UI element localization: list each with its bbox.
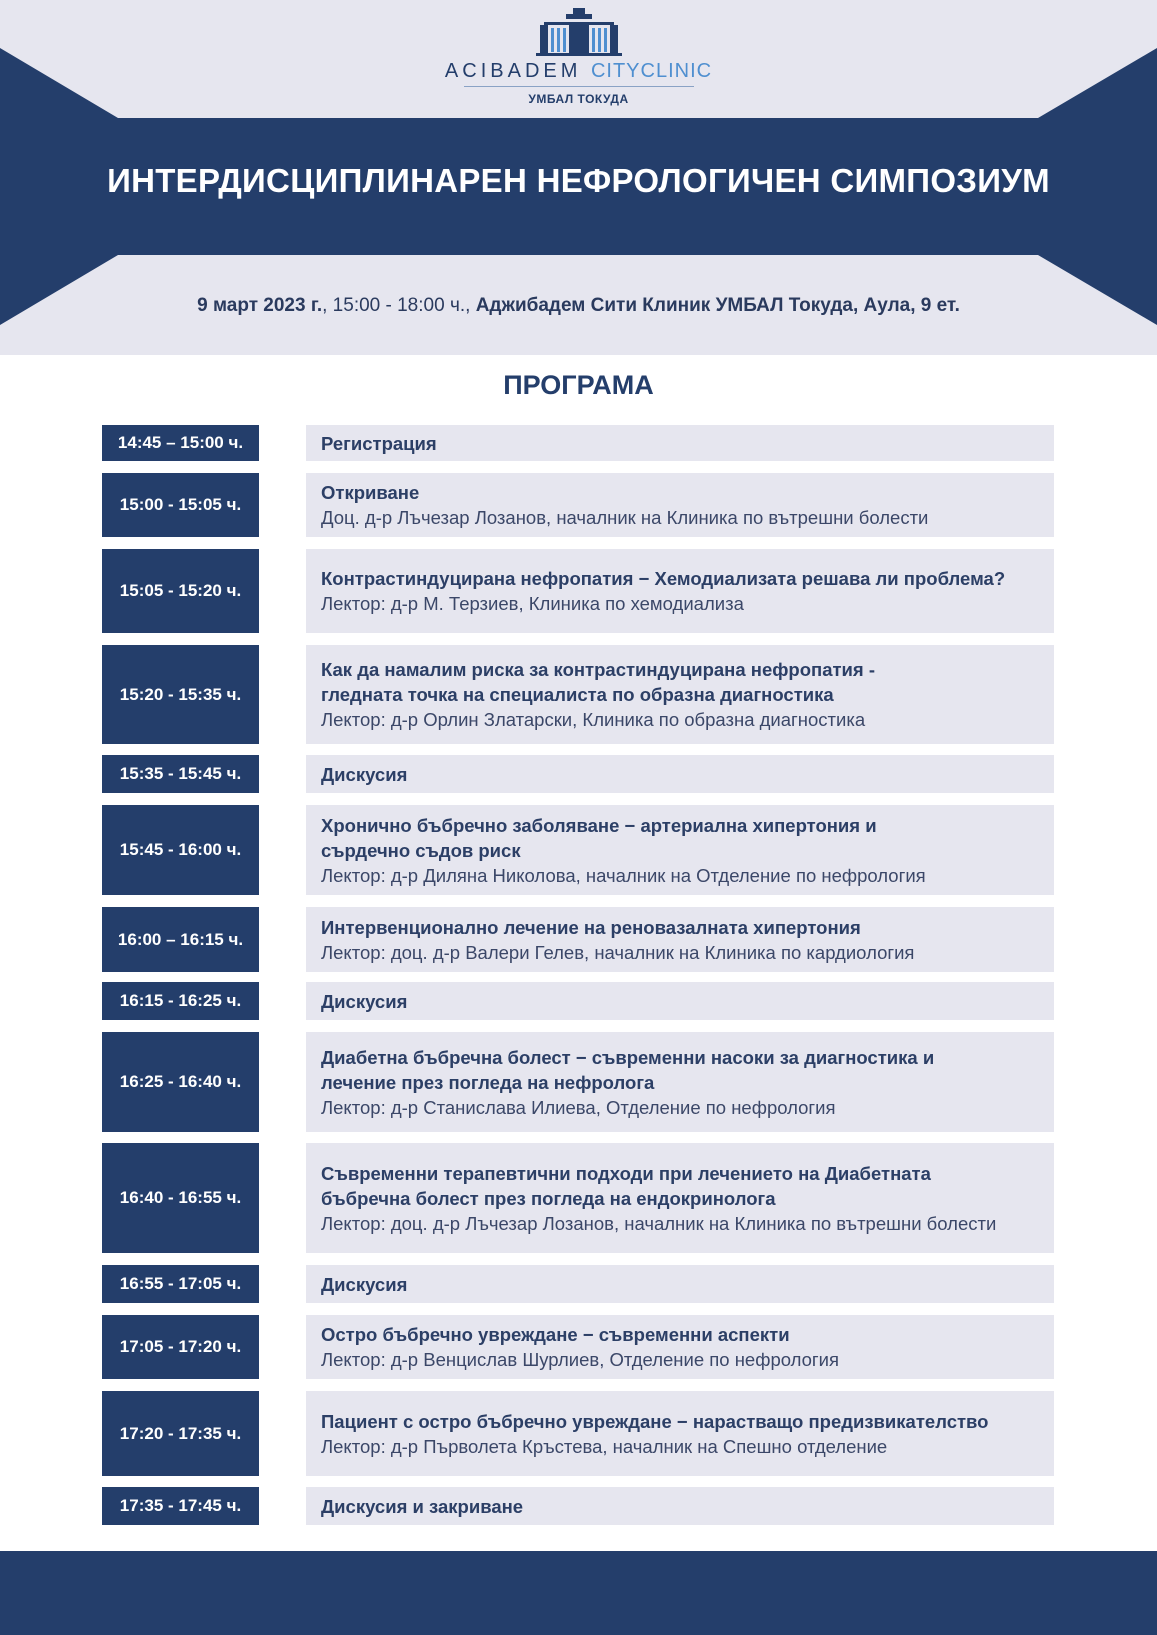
session-details <box>306 473 1054 537</box>
session-time: 15:05 - 15:20 ч. <box>102 549 259 633</box>
program-row <box>102 982 1054 1020</box>
program-row <box>102 907 1054 972</box>
session-title: бъбречна болест през погледа на ендокринолога <box>321 1187 776 1209</box>
logo <box>0 6 1157 106</box>
program-row <box>102 1143 1054 1253</box>
session-time: 15:45 - 16:00 ч. <box>102 805 259 895</box>
session-title: сърдечно съдов риск <box>321 839 521 861</box>
brand-accent: CITYCLINIC <box>590 60 713 82</box>
session-title: Откриване <box>321 482 420 503</box>
session-lecturer: Лектор: д-р Диляна Николова, началник на Отделение по нефрология <box>321 864 926 886</box>
program-row <box>102 549 1054 633</box>
session-details <box>306 982 1054 1020</box>
session-time: 17:35 - 17:45 ч. <box>102 1487 259 1525</box>
session-time: 15:20 - 15:35 ч. <box>102 645 259 744</box>
session-title: Регистрация <box>321 432 437 454</box>
program-row <box>102 755 1054 793</box>
program-row <box>102 645 1054 744</box>
session-details <box>306 645 1054 744</box>
session-lecturer: Лектор: д-р Венцислав Шурлиев, Отделение по нефрология <box>321 1349 840 1370</box>
session-details <box>306 805 1054 895</box>
session-details <box>306 425 1054 461</box>
event-time: , 15:00 - 18:00 ч., <box>322 295 476 316</box>
session-title: Диабетна бъбречна болест − съвременни насоки за диагностика и <box>321 1046 935 1068</box>
hospital-building-icon <box>536 6 622 56</box>
session-title: Остро бъбречно увреждане − съвременни аспекти <box>321 1324 790 1345</box>
session-title: Хронично бъбречно заболяване − артериална хипертония и <box>321 814 877 836</box>
session-lecturer: Лектор: д-р Орлин Златарски, Клиника по образна диагностика <box>321 709 866 730</box>
session-time: 16:15 - 16:25 ч. <box>102 982 259 1020</box>
session-time: 14:45 – 15:00 ч. <box>102 425 259 461</box>
session-time: 16:00 – 16:15 ч. <box>102 907 259 972</box>
brand-main: ACIBADEM <box>444 60 582 82</box>
session-title: Интервенционално лечение на реновазалната хипертония <box>321 916 861 938</box>
program-row <box>102 1315 1054 1379</box>
session-details <box>306 1487 1054 1525</box>
session-details <box>306 1032 1054 1132</box>
brand-divider <box>464 86 694 87</box>
session-title: Дискусия <box>321 1273 408 1295</box>
session-time: 15:35 - 15:45 ч. <box>102 755 259 793</box>
session-time: 17:20 - 17:35 ч. <box>102 1391 259 1476</box>
session-lecturer: Лектор: д-р Станислава Илиева, Отделение по нефрология <box>321 1096 836 1118</box>
session-details <box>306 1265 1054 1303</box>
session-title: Контрастиндуцирана нефропатия − Хемодиализата решава ли проблема? <box>321 568 1006 589</box>
program-row <box>102 1032 1054 1132</box>
program-row <box>102 473 1054 537</box>
session-lecturer: Лектор: доц. д-р Лъчезар Лозанов, началник на Клиника по вътрешни болести <box>321 1212 997 1234</box>
session-title: Дискусия <box>321 763 408 785</box>
session-details <box>306 755 1054 793</box>
session-time: 16:25 - 16:40 ч. <box>102 1032 259 1132</box>
symposium-title: ИНТЕРДИСЦИПЛИНАРЕН НЕФРОЛОГИЧЕН СИМПОЗИУМ <box>107 162 1050 199</box>
program-row <box>102 1487 1054 1525</box>
session-time: 17:05 - 17:20 ч. <box>102 1315 259 1379</box>
program-row <box>102 805 1054 895</box>
footer-band <box>0 1551 1157 1635</box>
session-details <box>306 1315 1054 1379</box>
session-time: 16:40 - 16:55 ч. <box>102 1143 259 1253</box>
session-title: гледната точка на специалиста по образна диагностика <box>321 684 834 705</box>
program-title: ПРОГРАМА <box>503 370 654 400</box>
session-details <box>306 907 1054 972</box>
event-venue: Аджибадем Сити Клиник УМБАЛ Токуда, Аула, 9 ет. <box>475 295 960 316</box>
session-title: лечение през погледа на нефролога <box>321 1071 655 1093</box>
session-details <box>306 549 1054 633</box>
session-lecturer: Доц. д-р Лъчезар Лозанов, началник на Клиника по вътрешни болести <box>321 507 929 528</box>
event-info <box>0 295 1157 317</box>
session-title: Дискусия и закриване <box>321 1495 524 1517</box>
session-title: Дискусия <box>321 990 408 1012</box>
program-row <box>102 425 1054 461</box>
session-time: 15:00 - 15:05 ч. <box>102 473 259 537</box>
session-lecturer: Лектор: доц. д-р Валери Гелев, началник на Клиника по кардиология <box>321 941 915 963</box>
event-date: 9 март 2023 г. <box>197 295 323 316</box>
session-time: 16:55 - 17:05 ч. <box>102 1265 259 1303</box>
brand-subtitle: УМБАЛ ТОКУДА <box>528 92 629 106</box>
session-title: Съвременни терапевтични подходи при лечението на Диабетната <box>321 1162 931 1184</box>
session-title: Как да намалим риска за контрастиндуцирана нефропатия - <box>321 659 876 680</box>
session-lecturer: Лектор: д-р Първолета Кръстева, началник на Спешно отделение <box>321 1435 888 1457</box>
header-band <box>0 0 1157 355</box>
session-details <box>306 1143 1054 1253</box>
program-row <box>102 1265 1054 1303</box>
program-row <box>102 1391 1054 1476</box>
session-details <box>306 1391 1054 1476</box>
brand-name <box>0 60 1157 83</box>
session-lecturer: Лектор: д-р М. Терзиев, Клиника по хемодиализа <box>321 593 744 614</box>
session-title: Пациент с остро бъбречно увреждане − нарастващо предизвикателство <box>321 1410 989 1432</box>
